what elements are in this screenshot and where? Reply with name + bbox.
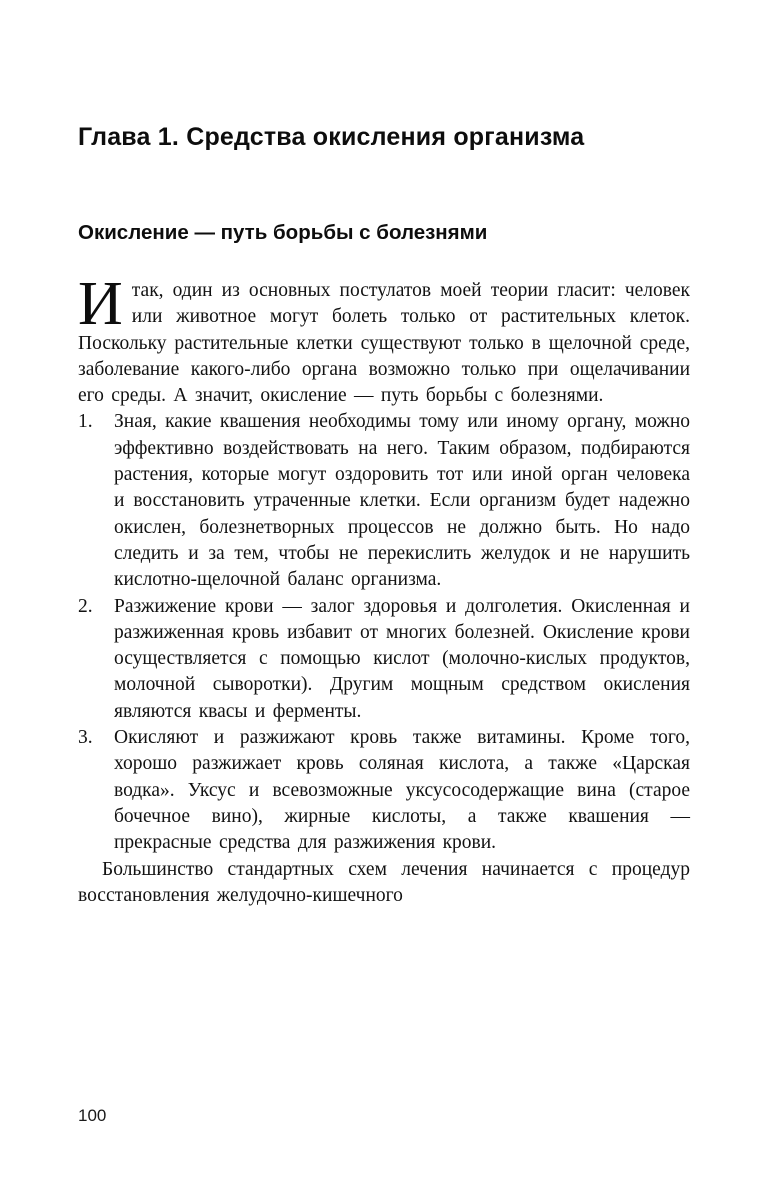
chapter-title: Глава 1. Средства окисления организма [78,123,585,151]
list-item-number: 1. [78,411,93,433]
page-number: 100 [78,1106,107,1125]
list-item [78,594,690,725]
list-item-number: 3. [78,727,93,749]
drop-cap: И [78,270,123,338]
list-item-text: Зная, какие квашения необходимы тому или иному органу, можно эффективно воздействовать на него. Таким образом, подбираются растения, которые могут оздоровить тот или иной орган человека и восстановить утраченные клетки. Если организм будет надежно окислен, болезнетворных процессов не должно быть. Но надо следить и за тем, чтобы не перекислить желудок и не нарушить кислотно-щелочной баланс организма. [114,411,690,591]
list-item [78,409,690,593]
page-content [78,122,690,909]
section-title: Окисление — путь борьбы с болезнями [78,221,488,244]
intro-text: так, один из основных постулатов моей теории гласит: человек или животное могут болеть только от растительных клеток. Поскольку растительные клетки существуют только в щелочной среде, заболевание какого-либо органа возможно только при ощелачивании его среды. А значит, окисление — путь борьбы с болезнями. [78,280,690,407]
list-item [78,725,690,856]
numbered-list [78,409,690,856]
closing-paragraph: Большинство стандартных схем лечения начинается с процедур восстановления желудочно-кишечного [78,858,690,906]
list-item-text: Окисляют и разжижают кровь также витамины. Кроме того, хорошо разжижает кровь соляная кислота, а также «Царская водка». Уксус и всевозможные уксусосодержащие вина (старое бочечное вино), жирные кислоты, а также квашения — прекрасные средства для разжижения крови. [114,727,690,854]
intro-paragraph [78,270,690,409]
list-item-text: Разжижение крови — залог здоровья и долголетия. Окисленная и разжиженная кровь избавит от многих болезней. Окисление крови осуществляется с помощью кислот (молочно-кислых продуктов, молочной сыворотки). Другим мощным средством окисления являются квасы и ферменты. [114,595,690,722]
list-item-number: 2. [78,595,93,617]
